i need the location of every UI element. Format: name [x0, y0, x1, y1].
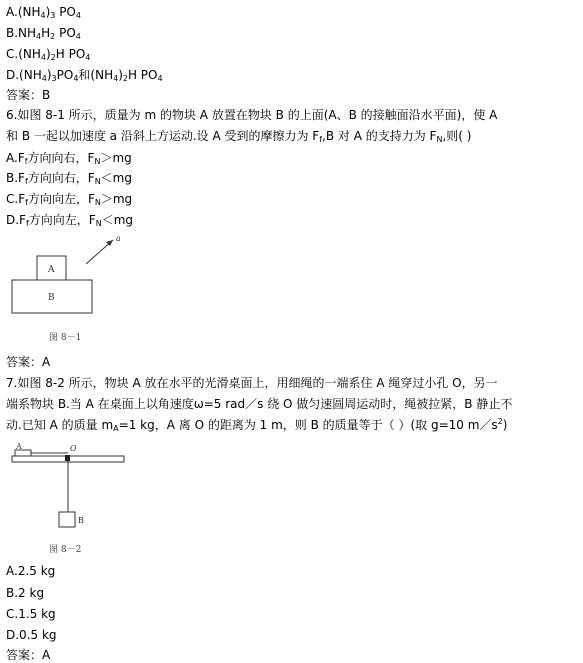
q6-answer: 答案：A	[6, 355, 51, 369]
q5-option-a: $A.(NH_4)_3$ $PO_4$	[6, 5, 81, 20]
label-a: A	[48, 265, 55, 275]
q7-stem-line-2: 端系物块 B.当 A 在桌面上以角速度ω=5 rad／s 绕 O 做匀速圆周运动时，绳被拉紧，B 静止不	[6, 397, 513, 411]
q5-answer: 答案：B	[6, 88, 51, 102]
figure-8-2	[0, 440, 140, 535]
q7-option-c: C.1.5 kg	[6, 607, 56, 621]
figure-8-1	[0, 228, 140, 318]
q6-option-b: $B.F_f$方向向右，$F_N<mg$	[6, 171, 132, 186]
label-b: B	[48, 293, 55, 303]
label-accel: a	[116, 234, 121, 243]
figure-8-1-caption: 图 8－1	[49, 333, 82, 343]
q5-option-c: $C.(NH_4)_2H$ $PO_4$	[6, 47, 91, 62]
hole-o	[65, 455, 70, 461]
q7-stem-line-1: 7.如图 8-2 所示，物块 A 放在水平的光滑桌面上，用细绳的一端系住 A 绳穿过小孔 O，另一	[6, 376, 498, 390]
q6-option-c: $C.F_f$方向向左，$F_N>mg$	[6, 192, 133, 207]
q6-stem-line-2: 和 B 一起以加速度 a 沿斜上方运动.设 A 受到的摩擦力为 $F_f,B$ 对 A 的支持力为 $F_N$,则( )	[6, 129, 472, 144]
label-o: O	[70, 444, 77, 453]
q5-option-b: $B.NH_4H_2$ $PO_4$	[6, 26, 81, 41]
q5-option-d: $D.(NH_4)_3PO_4$和$(NH_4)_2H$ $PO_4$	[6, 68, 163, 83]
q7-answer: 答案：A	[6, 648, 51, 662]
q6-option-a: $A.F_f$方向向右，$F_N>mg$	[6, 151, 132, 166]
label-a: A	[16, 442, 22, 451]
q6-option-d: $D.F_f$方向向左，$F_N<mg$	[6, 213, 133, 228]
q7-stem-line-3: 动.已知 A 的质量 $m_A=1$ kg，A 离 O 的距离为 1 m，则 B 的质量等于（ ）(取 g=10 $m/s^2$)	[6, 417, 508, 433]
q7-option-a: A.2.5 kg	[6, 564, 56, 578]
block-b	[59, 512, 75, 527]
label-b: B	[78, 516, 84, 525]
q7-option-b: B.2 kg	[6, 586, 45, 600]
q6-stem-line-1: 6.如图 8-1 所示，质量为 m 的物块 A 放置在物块 B 的上面(A、B 的接触面沿水平面)，使 A	[6, 108, 498, 122]
figure-8-2-caption: 图 8－2	[49, 545, 82, 555]
q7-option-d: D.0.5 kg	[6, 628, 57, 642]
